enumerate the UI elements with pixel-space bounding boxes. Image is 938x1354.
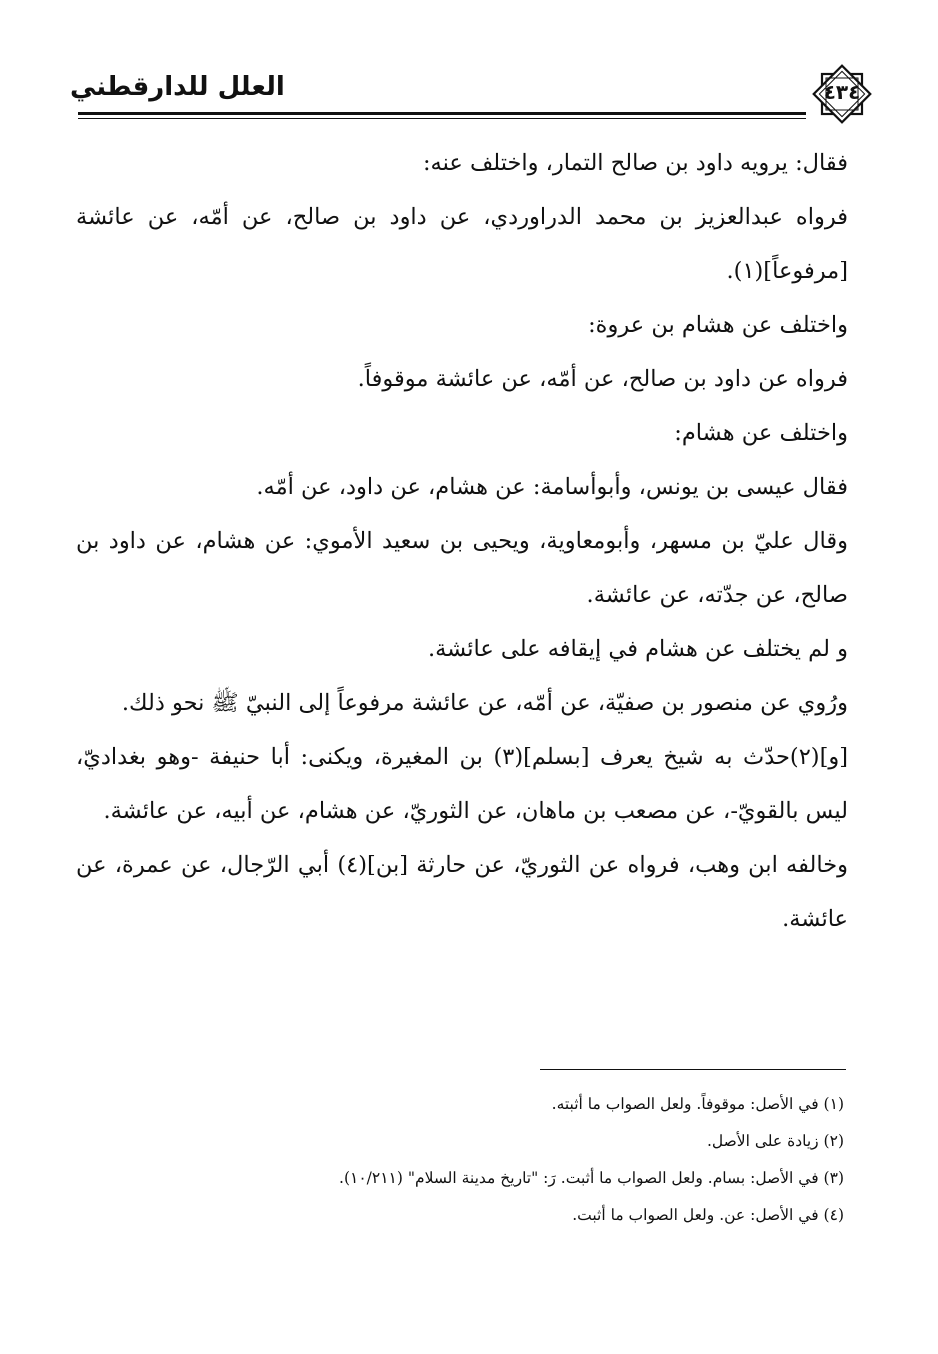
paragraph: وخالفه ابن وهب، فرواه عن الثوريّ، عن حارثة [بن](٤) أبي الرّجال، عن عمرة، عن عائشة. (76, 852, 848, 932)
paragraph: فرواه عبدالعزيز بن محمد الدراوردي، عن داود بن صالح، عن أمّه، عن عائشة [مرفوعاً](١). (76, 204, 848, 284)
footnote-separator (540, 1069, 846, 1070)
header-rule-thick (78, 112, 806, 115)
header-rule-thin (78, 118, 806, 119)
paragraph: فقال: يرويه داود بن صالح التمار، واختلف عنه: (422, 150, 848, 176)
footnote: (٣) في الأصل: بسام. ولعل الصواب ما أثبت. رَ: "تاريخ مدينة السلام" (١٠/٢١١). (339, 1169, 844, 1187)
paragraph: [و](٢)حدّث به شيخ يعرف [بسلم](٣) بن المغيرة، ويكنى: أبا حنيفة -وهو بغداديّ، ليس بالقويّ-، عن مصعب بن ماهان، عن الثوريّ، عن هشام، عن أبيه، عن عائشة. (76, 744, 848, 824)
paragraph: فرواه عن داود بن صالح، عن أمّه، عن عائشة موقوفاً. (357, 366, 848, 392)
paragraph: وقال عليّ بن مسهر، وأبومعاوية، ويحيى بن سعيد الأموي: عن هشام، عن داود بن صالح، عن جدّته، عن عائشة. (76, 528, 848, 608)
paragraph: ورُوي عن منصور بن صفيّة، عن أمّه، عن عائشة مرفوعاً إلى النبيّ ﷺ نحو ذلك. (121, 690, 848, 716)
paragraph: واختلف عن هشام بن عروة: (588, 312, 848, 338)
footnote: (١) في الأصل: موقوفاً. ولعل الصواب ما أثبته. (551, 1095, 844, 1113)
page-number: ٤٣٤ (823, 80, 861, 104)
main-text (76, 136, 848, 946)
book-title: العلل للدارقطني (70, 72, 285, 102)
page-header (70, 66, 870, 126)
footnote: (٢) زيادة على الأصل. (706, 1132, 844, 1150)
footnotes (200, 1086, 844, 1234)
paragraph: فقال عيسى بن يونس، وأبوأسامة: عن هشام، عن داود، عن أمّه. (256, 474, 848, 500)
paragraph: و لم يختلف عن هشام في إيقافه على عائشة. (427, 636, 848, 662)
footnote: (٤) في الأصل: عن. ولعل الصواب ما أثبت. (572, 1206, 844, 1224)
paragraph: واختلف عن هشام: (674, 420, 848, 446)
page-number-badge (808, 60, 876, 128)
